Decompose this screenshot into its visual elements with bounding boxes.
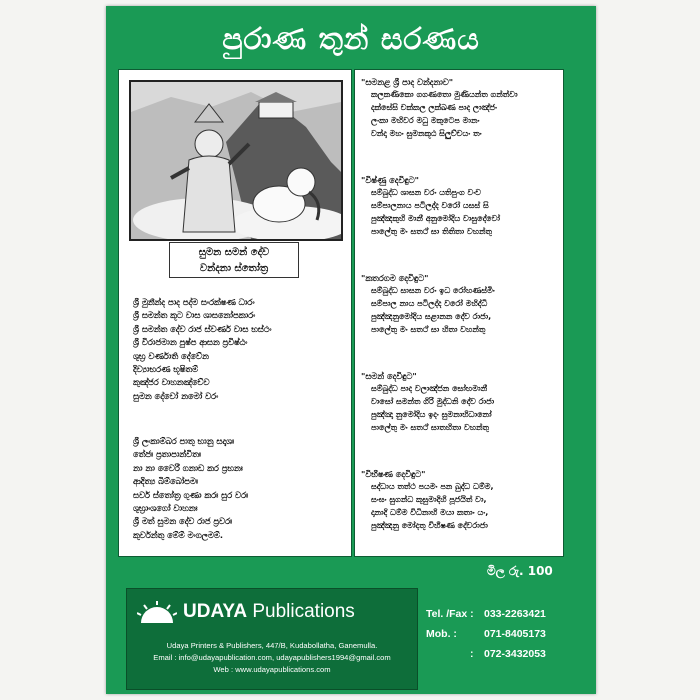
section-line: සම්බුද්ධ පාද වලාඤ්ජන සෝභමානී	[371, 384, 488, 393]
contact-row	[426, 608, 586, 628]
left-panel	[118, 69, 352, 557]
section-line: පුඤ්ඤකුහි මානී අනුමෝදිය වාසුදේවෝ	[371, 214, 501, 223]
verse-line: කුර්වන්තු මේම් මංගලමම්.	[133, 529, 223, 540]
contact-value: 072-3432053	[484, 648, 546, 660]
contact-row	[426, 628, 586, 648]
verse-block-2	[133, 435, 347, 542]
verse-line: සුමන දේවෝ නමෝ වරං	[133, 390, 219, 401]
verse-line: ශ්‍රී සමන්ත දේව රාජ ස්වර්ණ වාස භස්ථං	[133, 323, 272, 334]
section-vibhishana	[361, 468, 561, 532]
contact-row	[426, 648, 586, 668]
section-line: ලංකා මහිවර මධු මකුටෙප මානං	[371, 116, 480, 125]
section-title: "විෂ්ණු දෙවිඳුට"	[361, 175, 419, 185]
section-line: සංඝං සුගන්ධ කුසුමාදිහි පූජයිත් වා,	[371, 495, 487, 504]
contact-label: :	[470, 648, 474, 660]
section-line: පාලේතු මං සතථ් සා හිතා වහන්තු	[371, 325, 486, 334]
verse-line: ශුභ්‍රාංශගෝ වාහනඃ	[133, 503, 198, 514]
verse-line: ශ්‍රී සමන්ත කූට වාස ශාසනෝපකාරං	[133, 310, 256, 321]
sunrise-logo-icon	[137, 601, 177, 625]
section-title: "සමනළ ශ්‍රී පාද වන්දනාව"	[361, 77, 454, 87]
price-label: මිල රු. 100	[487, 564, 553, 578]
section-title: "කතරගම දෙවිඳුට"	[361, 273, 429, 283]
illustration-drawing	[131, 82, 341, 239]
publisher-footer	[126, 588, 586, 688]
section-line: සද්ධාය තත්ථ පයමං පන බුද්ධ ධම්ම,	[371, 482, 494, 491]
section-line: පුඤ්ඤනුමෝදිය සළානන දේව රාජා,	[371, 312, 492, 321]
verse-line: ශ්‍රී ලංකාම්බර පාතු භානු සදෘශඃ	[133, 436, 235, 446]
publisher-box	[126, 588, 418, 690]
section-line: සම්බුද්ධ ශාසන වරං යතිපුංග වංච	[371, 188, 482, 197]
book-back-cover	[106, 6, 596, 694]
verse-line: කුඤ්ජර වාහනඤ්චේව	[133, 377, 210, 388]
verse-line: සර්ව ස්තෝත්‍ර ගුණා කරඃ සුර වරඃ	[133, 489, 249, 500]
section-line: පාලේතු මං සතථ් සාතහිතා වහන්තු	[371, 423, 490, 432]
verse-line: නා නා වෛරී ගනාඩ කර ප්‍රභනඃ	[133, 462, 243, 473]
publisher-web: Web : www.udayapublications.com	[213, 665, 331, 674]
saman-deity-illustration	[129, 80, 343, 241]
section-samanala-sri-pada	[361, 76, 561, 140]
section-title: "සමන් දෙවිඳුට"	[361, 371, 417, 381]
brand-rest: Publications	[247, 601, 355, 622]
publisher-brand	[183, 601, 355, 623]
section-line: කලකණිකො ගගණතො මුණියන්ත ගන්ත්වා	[371, 90, 518, 99]
section-line: දානාදි ධම්ම විධිනාහි මයා කතාං යං,	[371, 508, 489, 517]
publisher-email: Email : info@udayapublication.com, udayapublishers1994@gmail.com	[153, 653, 391, 662]
contact-value: 033-2263421	[484, 608, 546, 620]
saman-vandana-heading	[169, 242, 299, 278]
brand-bold: UDAYA	[183, 601, 248, 622]
section-line: සම්පාල නාය පටිලද්ද වරෝ මහිද්ධී	[371, 299, 488, 308]
verse-line: ශ්‍රී විරාජමාන පුෂ්ප ආසන ප්‍රවිෂ්ඨං	[133, 337, 248, 348]
verse-line: දිව්‍යාභරණ භූෂිතම්	[133, 364, 199, 375]
publisher-address: Udaya Printers & Publishers, 447/B, Kudabollatha, Ganemulla.	[166, 641, 378, 650]
book-title: පුරාණ තුන් සරණය	[222, 22, 480, 57]
section-line: පුඤ්ඤා නුමෝදිය ඉදං සුමනාභිධානෝ	[371, 410, 492, 419]
section-line: දක්සේසි චක්කල ලක්ඛණ පාද ලාඤ්ජං	[371, 103, 498, 112]
verse-block-1	[133, 296, 347, 403]
section-vishnu	[361, 174, 561, 238]
contact-label: Mob. :	[426, 628, 457, 640]
heading-line-1: සුමන සමන් දේව	[198, 247, 270, 258]
contact-numbers	[426, 608, 586, 668]
right-panel	[354, 69, 564, 557]
heading-line-2: වන්දනා ස්තෝත්‍ර	[199, 263, 269, 274]
section-line: පුඤ්ඤනු මෝදතු විභීෂණ දේවරාජා	[371, 521, 488, 530]
section-kataragama	[361, 272, 561, 336]
section-line: සම්පාලනාය පටිලද්ද වරෝ යසස් සි	[371, 201, 489, 210]
verse-line: ආදිත්‍ය බිම්බෝපමඃ	[133, 476, 198, 487]
contact-value: 071-8405173	[484, 628, 546, 640]
section-saman	[361, 370, 561, 434]
section-line: වන්දා මහං සුමනකූඨ සිලුච්චයං තං	[371, 129, 482, 138]
verse-line: ශ්‍රී මත් සුමන දේව රාජ ප්‍රවරඃ	[133, 516, 233, 527]
section-line: සම්බුද්ධ සාසන වරං ඉධ රෝහණස්මිං	[371, 286, 495, 295]
verse-line: ශුභ්‍ර වර්ණාති දේවේන	[133, 350, 209, 361]
section-title: "විභීෂණ දෙවිඳුට"	[361, 469, 426, 479]
section-line: පාලේතු මං සතථ් සා තිතිතා වහන්තු	[371, 227, 493, 236]
section-line: වාසෝ සමන්ත ගිරි මුද්ධනි දේව රාජා	[371, 397, 495, 406]
contact-label: Tel. /Fax :	[426, 608, 474, 620]
verse-line: ශ්‍රී මුනීන්ද පාද පද්ම සංරක්ෂණ ධාරං	[133, 297, 255, 307]
verse-line: තේජඃ ප්‍රතාපාන්විතඃ	[133, 449, 201, 460]
